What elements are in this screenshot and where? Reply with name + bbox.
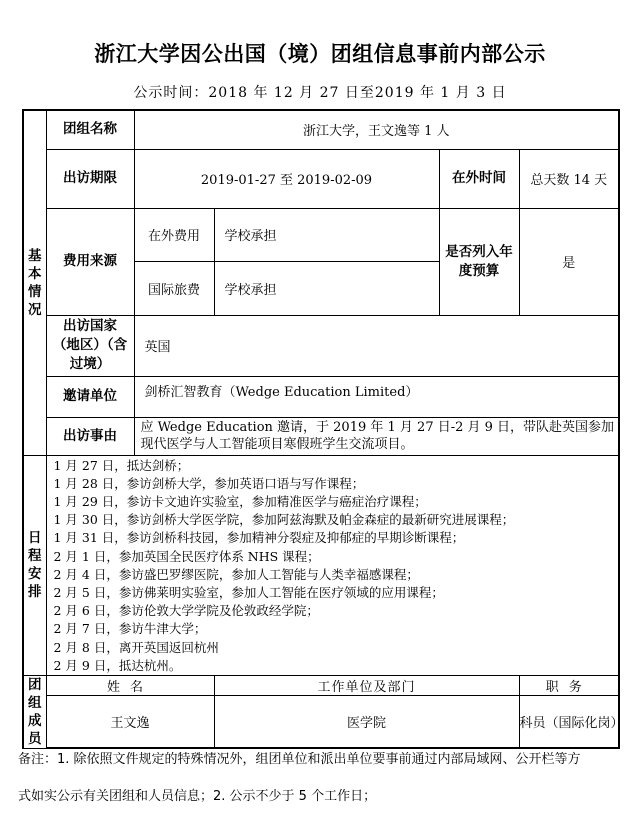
basic-info-section-label: 基 本 情 况 <box>23 110 46 455</box>
schedule-list <box>46 455 619 675</box>
schedule-item: 2 月 8 日，离开英国返回杭州 <box>53 639 219 655</box>
abroad-cost-value: 学校承担 <box>214 208 439 261</box>
page-title: 浙江大学因公出国（境）团组信息事前内部公示 <box>94 42 546 66</box>
travel-cost-value: 学校承担 <box>214 261 439 315</box>
country-value: 英国 <box>134 315 619 376</box>
reason-label: 出访事由 <box>46 417 134 455</box>
member-name-header: 姓名 <box>46 675 214 695</box>
member-title: 科员（国际化岗） <box>519 696 619 749</box>
schedule-item: 1 月 30 日，参访剑桥大学医学院，参加阿兹海默及帕金森症的最新研究进展课程； <box>53 512 515 528</box>
info-table <box>22 109 624 749</box>
members-section-label: 团 组 成 员 <box>23 675 46 748</box>
annual-budget-value: 是 <box>519 208 619 315</box>
country-label: 出访国家（地区）（含过境） <box>46 315 134 376</box>
schedule-item: 1 月 28 日，参访剑桥大学，参加英语口语与写作课程； <box>53 475 365 491</box>
note-line-2: 式如实公示有关团组和人员信息；2. 公示不少于 5 个工作日； <box>18 789 377 804</box>
inviter-value: 剑桥汇智教育（Wedge Education Limited） <box>134 376 619 417</box>
schedule-item: 2 月 6 日，参访伦敦大学学院及伦敦政经学院； <box>53 603 319 619</box>
reason-value: 应 Wedge Education 邀请，于 2019 年 1 月 27 日-2 月 9 日，带队赴英国参加现代医学与人工智能项目寒假班学生交流项目。 <box>134 417 619 455</box>
member-name: 王文逸 <box>46 696 214 749</box>
publication-period: 公示时间：2018 年 12 月 27 日至2019 年 1 月 3 日 <box>133 85 507 101</box>
schedule-item: 1 月 31 日，参访剑桥科技园，参加精神分裂症及抑郁症的早期诊断课程； <box>53 530 465 546</box>
days-abroad-label: 在外时间 <box>439 149 519 208</box>
note-line-1: 备注：1. 除依照文件规定的特殊情况外，组团单位和派出单位要事前通过内部局域网、公开栏等方 <box>18 752 581 767</box>
schedule-item: 2 月 4 日，参访盛巴罗缪医院，参加人工智能与人类幸福感课程； <box>53 566 419 582</box>
member-unit-header: 工作单位及部门 <box>214 675 519 695</box>
schedule-item: 2 月 1 日，参加英国全民医疗体系 NHS 课程； <box>53 548 320 564</box>
member-title-header: 职务 <box>519 675 619 695</box>
schedule-item: 2 月 7 日，参访牛津大学； <box>53 621 207 637</box>
member-unit: 医学院 <box>214 696 519 749</box>
period-value: 2019-01-27 至 2019-02-09 <box>134 149 439 208</box>
inviter-label: 邀请单位 <box>46 376 134 417</box>
funding-source-label: 费用来源 <box>46 208 134 315</box>
schedule-section-label: 日 程 安 排 <box>23 455 46 675</box>
travel-cost-label: 国际旅费 <box>134 261 214 315</box>
schedule-item: 1 月 27 日，抵达剑桥； <box>53 457 190 473</box>
schedule-item: 2 月 5 日，参访佛莱明实验室，参加人工智能在医疗领域的应用课程； <box>53 584 444 600</box>
group-name-label: 团组名称 <box>46 110 134 149</box>
schedule-item: 1 月 29 日，参访卡文迪许实验室，参加精准医学与癌症治疗课程； <box>53 493 427 509</box>
schedule-item: 2 月 9 日，抵达杭州。 <box>53 657 182 673</box>
annual-budget-label: 是否列入年度预算 <box>439 208 519 315</box>
abroad-cost-label: 在外费用 <box>134 208 214 261</box>
days-abroad-value: 总天数 14 天 <box>519 149 619 208</box>
group-name-value: 浙江大学，王文逸等 1 人 <box>134 110 619 149</box>
period-label: 出访期限 <box>46 149 134 208</box>
